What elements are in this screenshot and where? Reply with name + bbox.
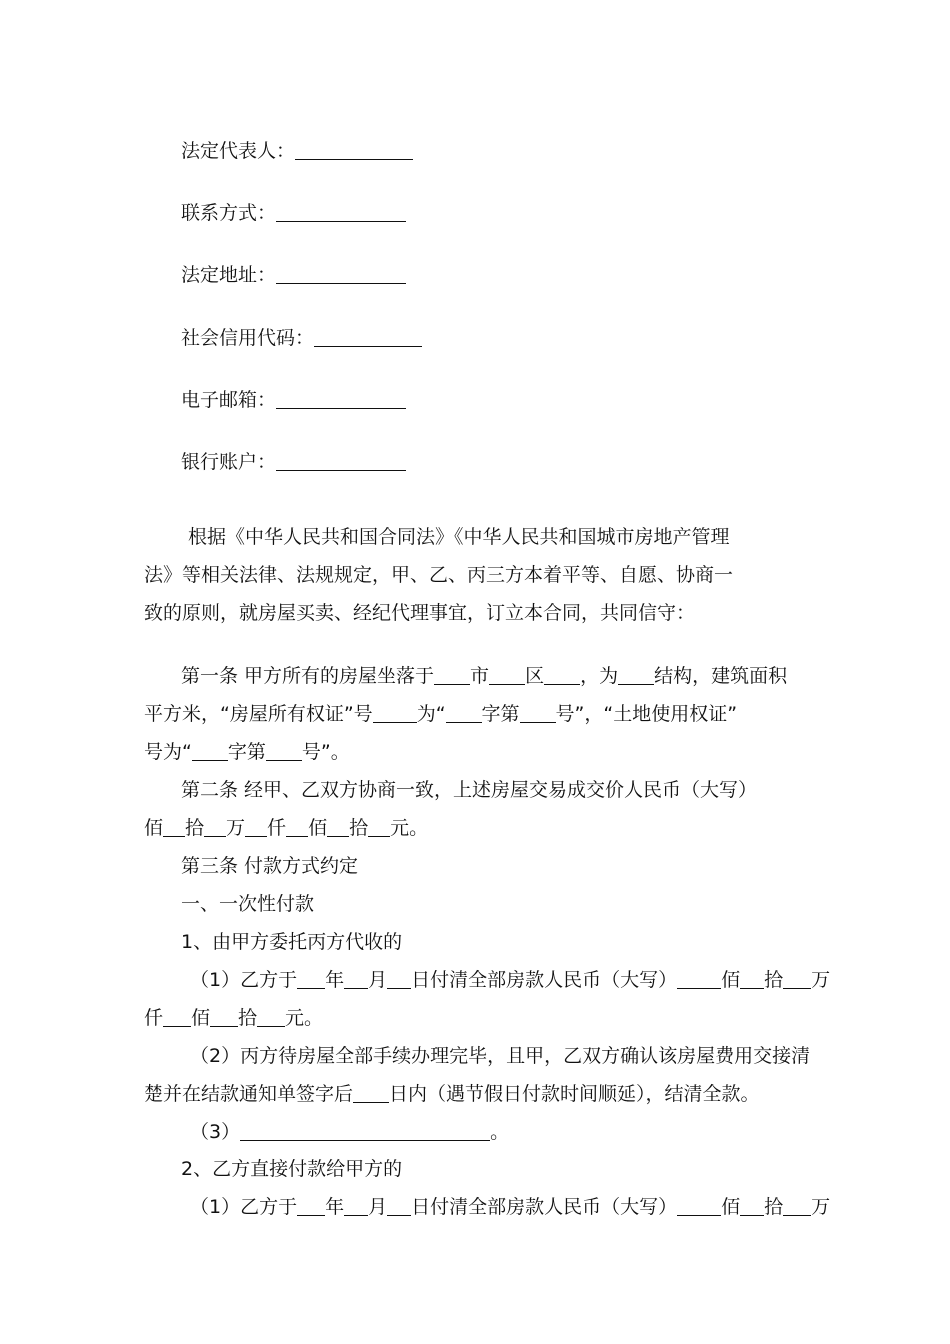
preamble-line-2: 法》等相关法律、法规规定，甲、乙、丙三方本着平等、自愿、协商一 xyxy=(144,564,734,586)
certificate-no-blank[interactable] xyxy=(373,704,417,723)
amount-blank[interactable] xyxy=(257,1008,285,1027)
amount-blank[interactable] xyxy=(783,970,811,989)
text-segment: 日付清全部房款人民币（大写） xyxy=(411,969,678,991)
legal-address-blank[interactable] xyxy=(276,265,406,284)
sub-3-line xyxy=(190,1120,509,1144)
text-segment: 佰 xyxy=(191,1007,211,1029)
text-segment: 市 xyxy=(470,665,490,687)
sub-1-line-1 xyxy=(190,968,830,992)
article-1-line-3 xyxy=(144,740,350,764)
text-segment: （3） xyxy=(190,1121,241,1143)
text-segment: 号为“ xyxy=(144,741,192,763)
contact-blank[interactable] xyxy=(276,203,406,222)
preamble-line-1: 根据《中华人民共和国合同法》《中华人民共和国城市房地产管理 xyxy=(188,526,730,548)
article-2-line-1: 第二条 经甲、乙双方协商一致，上述房屋交易成交价人民币（大写） xyxy=(181,779,758,801)
month-blank[interactable] xyxy=(344,1197,368,1216)
day-blank[interactable] xyxy=(387,970,411,989)
preamble-line-3: 致的原则，就房屋买卖、经纪代理事宜，订立本合同，共同信守： xyxy=(144,602,696,624)
credit-code-field xyxy=(181,326,422,350)
district-blank[interactable] xyxy=(489,666,525,685)
amount-blank[interactable] xyxy=(677,970,721,989)
text-segment: 年 xyxy=(325,1196,345,1218)
sub-2-line-1: （2）丙方待房屋全部手续办理完毕，且甲，乙双方确认该房屋费用交接清 xyxy=(190,1045,811,1067)
text-segment: 仟 xyxy=(144,1007,164,1029)
email-field xyxy=(181,388,406,412)
year-blank[interactable] xyxy=(297,1197,325,1216)
other-terms-blank[interactable] xyxy=(240,1122,490,1141)
legal-address-label: 法定地址： xyxy=(181,264,277,286)
article-1-text: 第一条 甲方所有的房屋坐落于 xyxy=(181,665,435,687)
article-2-line-2 xyxy=(144,816,428,840)
legal-address-field xyxy=(181,263,406,287)
text-segment: 结构，建筑面积 xyxy=(654,665,788,687)
land-cert-number-blank[interactable] xyxy=(266,742,302,761)
amount-blank[interactable] xyxy=(740,970,764,989)
text-segment: 楚并在结款通知单签字后 xyxy=(144,1083,354,1105)
text-segment: 佰 xyxy=(308,817,328,839)
text-segment: ，为 xyxy=(580,665,619,687)
text-segment: 。 xyxy=(490,1121,510,1143)
text-segment: 万 xyxy=(811,1196,831,1218)
text-segment: 日内（遇节假日付款时间顺延），结清全款。 xyxy=(389,1083,760,1105)
days-blank[interactable] xyxy=(353,1084,389,1103)
item-2-title: 2、乙方直接付款给甲方的 xyxy=(181,1158,403,1180)
legal-rep-label: 法定代表人： xyxy=(181,140,296,162)
text-segment: 月 xyxy=(368,1196,388,1218)
amount-blank[interactable] xyxy=(204,818,226,837)
amount-blank[interactable] xyxy=(368,818,390,837)
text-segment: 佰 xyxy=(144,817,164,839)
day-blank[interactable] xyxy=(387,1197,411,1216)
text-segment: 字第 xyxy=(227,741,266,763)
text-segment: 佰 xyxy=(721,969,741,991)
text-segment: 拾 xyxy=(764,1196,784,1218)
text-segment: 年 xyxy=(325,969,345,991)
amount-blank[interactable] xyxy=(245,818,267,837)
legal-rep-blank[interactable] xyxy=(295,141,413,160)
amount-blank[interactable] xyxy=(740,1197,764,1216)
address-blank[interactable] xyxy=(544,666,580,685)
article-3-title: 第三条 付款方式约定 xyxy=(181,855,359,877)
section-one-title: 一、一次性付款 xyxy=(181,893,315,915)
text-segment: 拾 xyxy=(185,817,205,839)
text-segment: （1）乙方于 xyxy=(190,969,298,991)
sub-2-line-2 xyxy=(144,1082,760,1106)
text-segment: 万 xyxy=(226,817,246,839)
text-segment: （1）乙方于 xyxy=(190,1196,298,1218)
structure-blank[interactable] xyxy=(618,666,654,685)
text-segment: 仟 xyxy=(267,817,287,839)
text-segment: 号”，“土地使用权证” xyxy=(555,703,738,725)
bank-account-label: 银行账户： xyxy=(181,451,277,473)
text-segment: 佰 xyxy=(721,1196,741,1218)
text-segment: 万 xyxy=(811,969,831,991)
bank-account-field xyxy=(181,450,406,474)
item-1-title: 1、由甲方委托丙方代收的 xyxy=(181,931,403,953)
legal-rep-field xyxy=(181,139,413,163)
text-segment: 日付清全部房款人民币（大写） xyxy=(411,1196,678,1218)
text-segment: 平方米，“房屋所有权证”号 xyxy=(144,703,373,725)
text-segment: 区 xyxy=(525,665,545,687)
amount-blank[interactable] xyxy=(210,1008,238,1027)
sub-1-line-2 xyxy=(144,1006,323,1030)
text-segment: 拾 xyxy=(764,969,784,991)
sub-4-line-1 xyxy=(190,1195,830,1219)
email-label: 电子邮箱： xyxy=(181,389,277,411)
bank-account-blank[interactable] xyxy=(276,452,406,471)
text-segment: 字第 xyxy=(481,703,520,725)
contact-field xyxy=(181,201,406,225)
city-blank[interactable] xyxy=(434,666,470,685)
text-segment: 元。 xyxy=(390,817,429,839)
text-segment: 拾 xyxy=(238,1007,258,1029)
email-blank[interactable] xyxy=(276,390,406,409)
amount-blank[interactable] xyxy=(286,818,308,837)
amount-blank[interactable] xyxy=(783,1197,811,1216)
text-segment: 元。 xyxy=(285,1007,324,1029)
month-blank[interactable] xyxy=(344,970,368,989)
cert-number-blank[interactable] xyxy=(520,704,556,723)
amount-blank[interactable] xyxy=(163,1008,191,1027)
text-segment: 为“ xyxy=(416,703,446,725)
contact-label: 联系方式： xyxy=(181,202,277,224)
amount-blank[interactable] xyxy=(327,818,349,837)
amount-blank[interactable] xyxy=(677,1197,721,1216)
article-1-line-2 xyxy=(144,702,737,726)
credit-code-blank[interactable] xyxy=(314,328,422,347)
text-segment: 拾 xyxy=(349,817,369,839)
year-blank[interactable] xyxy=(297,970,325,989)
text-segment: 月 xyxy=(368,969,388,991)
text-segment: 号”。 xyxy=(301,741,350,763)
article-1-line-1 xyxy=(181,664,787,688)
amount-blank[interactable] xyxy=(163,818,185,837)
land-cert-prefix-blank[interactable] xyxy=(192,742,228,761)
credit-code-label: 社会信用代码： xyxy=(181,327,315,349)
cert-prefix-blank[interactable] xyxy=(446,704,482,723)
